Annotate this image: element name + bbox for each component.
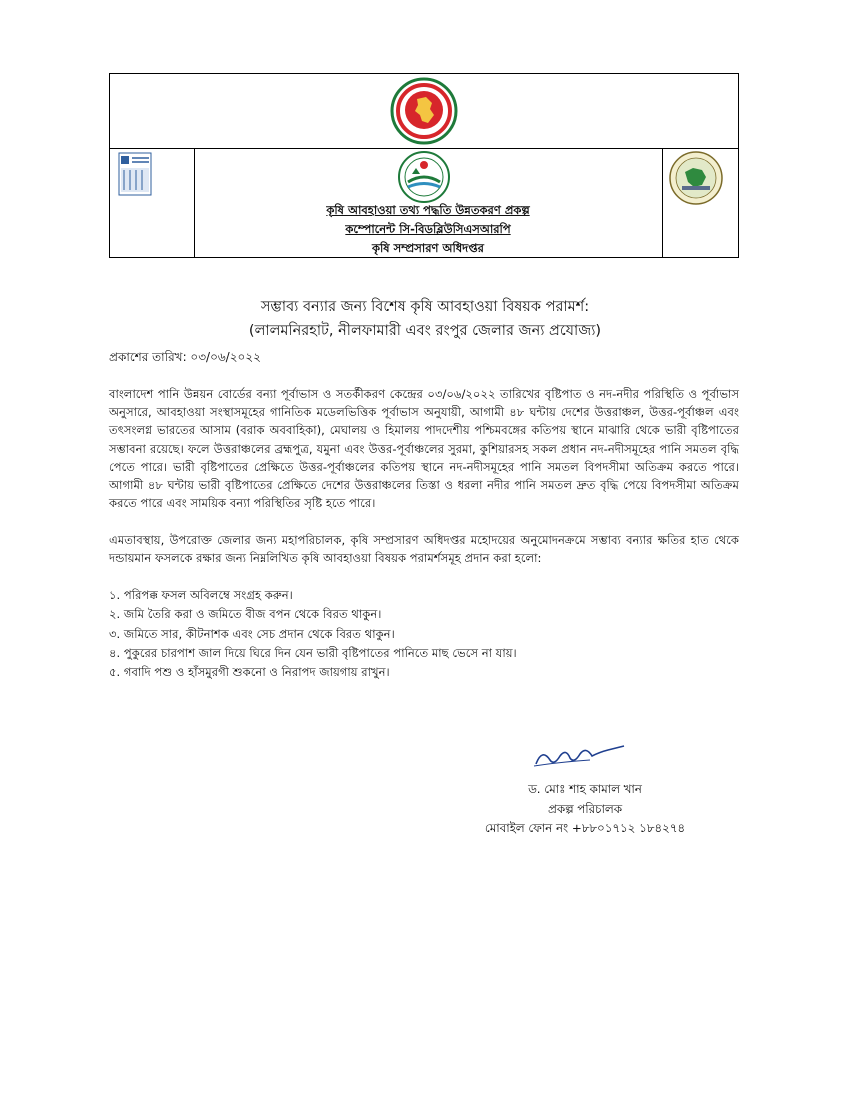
project-title: কৃষি আবহাওয়া তথ্য পদ্ধতি উন্নতকরণ প্রকল্প bbox=[326, 203, 530, 217]
component-name: কম্পোনেন্ট সি-বিডব্লিউসিএসআরপি bbox=[345, 222, 511, 236]
handwritten-signature bbox=[530, 742, 628, 772]
advice-item: ১. পরিপক্ক ফসল অবিলম্বে সংগ্রহ করুন। bbox=[109, 588, 293, 602]
signatory-name: ড. মোঃ শাহ কামাল খান bbox=[528, 782, 642, 796]
advice-item: ৩. জমিতে সার, কীটনাশক এবং সেচ প্রদান থেকে বিরত থাকুন। bbox=[109, 626, 395, 641]
advice-item: ২. জমি তৈরি করা ও জমিতে বীজ বপন থেকে বিরত থাকুন। bbox=[109, 607, 382, 622]
bwcsrp-logo-icon bbox=[118, 152, 152, 196]
government-seal-icon bbox=[390, 77, 458, 145]
letterhead-top bbox=[110, 74, 738, 149]
letterhead bbox=[109, 73, 739, 258]
dae-logo-icon bbox=[392, 150, 456, 204]
department-name: কৃষি সম্প্রসারণ অধিদপ্তর bbox=[371, 241, 485, 255]
advice-item: ৫. গবাদি পশু ও হাঁসমুরগী শুকনো ও নিরাপদ জায়গায় রাখুন। bbox=[109, 665, 390, 680]
advisory-subtitle: (লালমনিরহাট, নীলফামারী এবং রংপুর জেলার জন্য প্রযোজ্য) bbox=[248, 323, 602, 339]
forecast-paragraph: বাংলাদেশ পানি উন্নয়ন বোর্ডের বন্যা পূর্বাভাস ও সতর্কীকরণ কেন্দ্রের ০৩/০৬/২০২২ তারিখের বৃষ্টিপাত ও নদ-নদীর পরিস্থিতি ও পূর্বাভাস অনুসারে, আবহাওয়া সংস্থাসমূহের গানিতিক মডেলভিত্তিক পূর্বাভাস অনুযায়ী, আগামী ৪৮ ঘন্টায় দেশের উত্তরাঞ্চল, উত্তর-পূর্বাঞ্চল এবং তৎসংলগ্ন ভারতের আসাম (বরাক অববাহিকা), মেঘালয় ও হিমালয় পাদদেশীয় পশ্চিমবঙ্গের কতিপয় স্থানে মাঝারি থেকে ভারী বৃষ্টিপাতের সম্ভাবনা রয়েছে। ফলে উত্তরাঞ্চলের ব্রহ্মপুত্র, যমুনা এবং উত্তর-পূর্বাঞ্চলের সুরমা, কুশিয়ারসহ সকল প্রধান নদ-নদীসমূহের পানি সমতল বৃদ্ধি পেতে পারে। ভারী বৃষ্টিপাতের প্রেক্ষিতে উত্তর-পূর্বাঞ্চলের কতিপয় স্থানে নদ-নদীসমূহের পানি সমতল বিপদসীমা অতিক্রম করতে পারে। আগামী ৪৮ ঘন্টায় ভারী বৃষ্টিপাতের প্রেক্ষিতে দেশের উত্তরাঞ্চলের তিস্তা ও ধরলা নদীর পানি সমতল দ্রুত বৃদ্ধি পেয়ে বিপদসীমা অতিক্রম করতে পারে এবং সাময়িক বন্যা পরিস্থিতির সৃষ্টি হতে পারে। bbox=[109, 387, 739, 511]
publish-date: প্রকাশের তারিখ: ০৩/০৬/২০২২ bbox=[109, 350, 261, 364]
advisory-title: সম্ভাব্য বন্যার জন্য বিশেষ কৃষি আবহাওয়া বিষয়ক পরামর্শ: bbox=[260, 299, 590, 315]
signatory-phone: মোবাইল ফোন নং +৮৮০১৭১২ ১৮৪২৭৪ bbox=[484, 821, 686, 835]
signature-block bbox=[470, 780, 700, 839]
bwdb-logo-icon bbox=[668, 150, 724, 206]
signatory-designation: প্রকল্প পরিচালক bbox=[548, 801, 622, 816]
advice-list bbox=[109, 586, 739, 682]
column-divider bbox=[662, 148, 663, 257]
advice-item: ৪. পুকুরের চারপাশ জাল দিয়ে ঘিরে দিন যেন ভারী বৃষ্টিপাতের পানিতে মাছ ভেসে না যায়। bbox=[109, 645, 517, 660]
approval-paragraph: এমতাবস্থায়, উপরোক্ত জেলার জন্য মহাপরিচালক, কৃষি সম্প্রসারণ অধিদপ্তর মহোদয়ের অনুমোদনক্রমে সম্ভাব্য বন্যার ক্ষতির হাত থেকে দন্ডায়মান ফসলকে রক্ষার জন্য নিম্নলিখিত কৃষি আবহাওয়া বিষয়ক পরামর্শসমূহ প্রদান করা হলো: bbox=[109, 533, 739, 566]
